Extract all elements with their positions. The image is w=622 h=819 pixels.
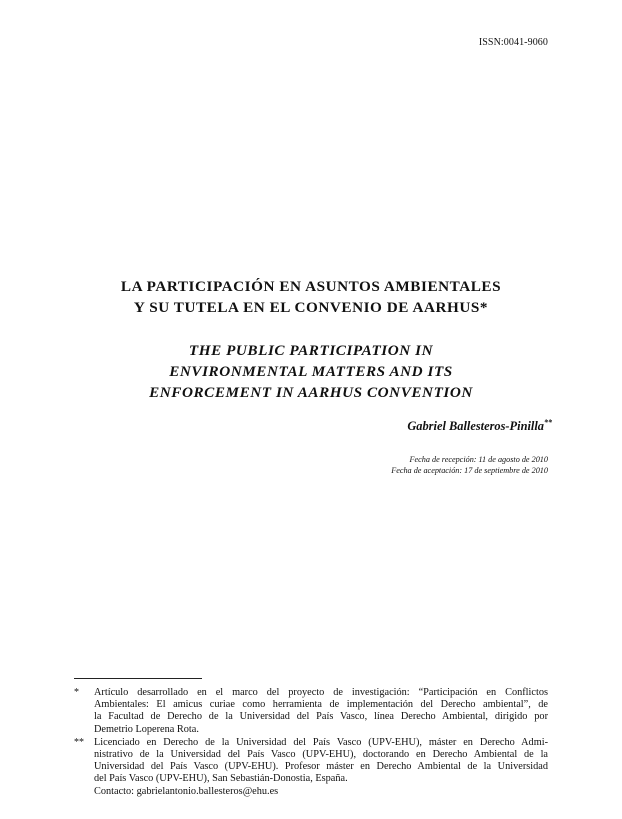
article-title-spanish bbox=[60, 276, 562, 318]
footnote-2-line-1: Licenciado en Derecho de la Universidad del País Vasco (UPV-EHU), máster en Derecho Admi- bbox=[94, 736, 548, 748]
footnote-1-line-4: Demetrio Loperena Rota. bbox=[94, 723, 199, 735]
footnote-2 bbox=[74, 737, 548, 798]
date-accepted: Fecha de aceptación: 17 de septiembre de 2010 bbox=[391, 466, 548, 475]
footnote-1-line-3: la Facultad de Derecho de la Universidad del País Vasco, línea Derecho Ambiental, dirigido por bbox=[94, 711, 548, 723]
submission-dates bbox=[391, 454, 548, 476]
date-received: Fecha de recepción: 11 de agosto de 2010 bbox=[409, 455, 548, 464]
footnote-divider bbox=[74, 678, 202, 679]
footnote-2-line-3: Universidad del País Vasco (UPV-EHU). Profesor máster en Derecho Ambiental de la Universidad bbox=[94, 761, 548, 773]
footnote-2-line-2: nistrativo de la Universidad del País Vasco (UPV-EHU), doctorando en Derecho Ambiental de la bbox=[94, 749, 548, 761]
title-en-line-3: ENFORCEMENT IN AARHUS CONVENTION bbox=[149, 384, 473, 401]
footnote-2-contact: Contacto: gabrielantonio.ballesteros@ehu.es bbox=[94, 785, 279, 797]
title-en-line-1: THE PUBLIC PARTICIPATION IN bbox=[188, 342, 434, 359]
title-es-line-2: Y SU TUTELA EN EL CONVENIO DE AARHUS* bbox=[133, 299, 489, 316]
footnote-2-line-4: del País Vasco (UPV-EHU), San Sebastián-Donostia, España. bbox=[94, 773, 348, 785]
issn-number: ISSN:0041-9060 bbox=[478, 37, 548, 48]
footnote-1-mark: * bbox=[74, 687, 79, 698]
footnote-1-line-2: Ambientales: El amicus curiae como herramienta de implementación del Derecho ambiental”, de bbox=[94, 699, 548, 711]
author-name: Gabriel Ballesteros-Pinilla bbox=[407, 419, 544, 433]
footnote-1-line-1: Artículo desarrollado en el marco del proyecto de investigación: “Participación en Conflictos bbox=[94, 687, 548, 698]
title-es-line-1: LA PARTICIPACIÓN EN ASUNTOS AMBIENTALES bbox=[120, 278, 502, 295]
footnote-2-mark: ** bbox=[74, 736, 84, 748]
footnote-1 bbox=[74, 687, 548, 736]
title-en-line-2: ENVIRONMENTAL MATTERS AND ITS bbox=[169, 363, 453, 380]
footnotes bbox=[74, 687, 548, 799]
article-title-english bbox=[60, 340, 562, 403]
author-byline bbox=[407, 419, 552, 434]
author-footnote-mark: ** bbox=[544, 418, 552, 427]
